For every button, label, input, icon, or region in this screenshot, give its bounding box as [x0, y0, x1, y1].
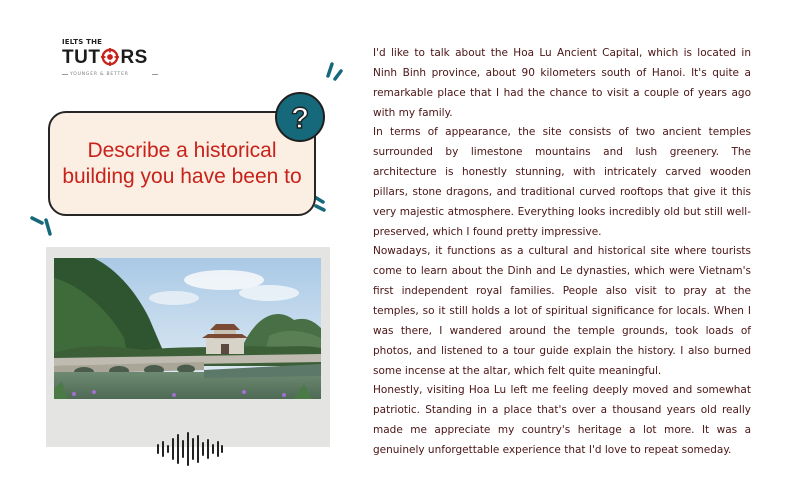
accent-dash-top-right: [322, 58, 344, 84]
answer-paragraph: Honestly, visiting Hoa Lu left me feeling deeply moved and somewhat patriotic. Standing in a place that's over a thousand years old really made me appreciate my country's heritage a lot more. It was a genuinely unforgettable experience that I'd love to repeat someday.: [373, 384, 751, 456]
question-mark-glyph: ?: [290, 102, 310, 135]
answer-text: [373, 44, 751, 461]
accent-dash-left: [26, 210, 56, 240]
answer-paragraph: I'd like to talk about the Hoa Lu Ancient Capital, which is located in Ninh Binh province, about 90 kilometers south of Hanoi. It's quite a remarkable place that I had the chance to visit a couple of years ago with my family.: [373, 47, 751, 119]
question-mark-icon: [272, 89, 328, 145]
page-title: Describe a historical building you have been to: [62, 138, 302, 188]
answer-paragraph: Nowadays, it functions as a cultural and historical site where tourists come to learn about the Dinh and Le dynasties, which were Vietnam's first independent royal families. People also visit to pray at the temples, so it still holds a lot of spiritual significance for locals. When I was there, I wandered around the temple grounds, took loads of photos, and listened to a tour guide explain the history. I also burned some incense at the altar, which felt quite meaningful.: [373, 245, 751, 377]
logo-slogan: YOUNGER & BETTER: [70, 72, 129, 77]
logo-rule-left: [62, 74, 68, 75]
logo-rule-right: [152, 74, 158, 75]
answer-paragraph: In terms of appearance, the site consists of two ancient temples surrounded by limestone mountains and lush greenery. The architecture is honestly stunning, with intricately carved wooden pillars, stone dragons, and traditional curved rooftops that give it this very majestic atmosphere. Everything looks incredibly old but still well-preserved, which I found pretty impressive.: [373, 126, 751, 238]
logo-wordmark-left: TUT: [62, 47, 101, 68]
photo-hoa-lu-ancient-capital: [54, 258, 321, 399]
logo-top-text: IELTS THE: [62, 38, 103, 46]
target-icon: [101, 48, 119, 66]
brand-logo: [62, 38, 162, 88]
logo-wordmark: [62, 47, 148, 69]
photo-frame: [46, 247, 330, 447]
logo-wordmark-right: RS: [120, 47, 148, 68]
audio-waveform-icon: [155, 431, 225, 467]
